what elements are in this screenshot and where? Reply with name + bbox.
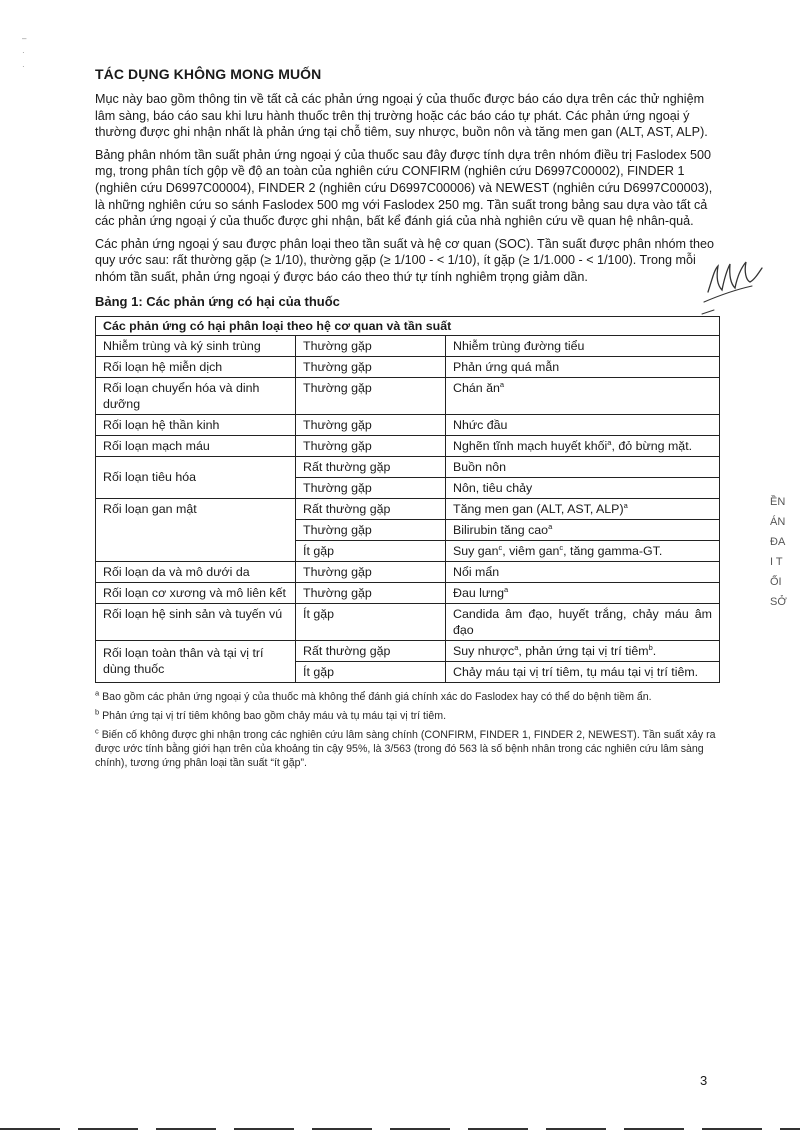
scan-corner-marks (22, 32, 26, 74)
footnote-ref: a (504, 584, 509, 594)
frequency-cell: Thường gặp (296, 414, 446, 435)
reaction-cell: Buồn nôn (446, 456, 720, 477)
reaction-text: , phản ứng tại vị trí tiêm (518, 643, 649, 658)
table-row (96, 582, 720, 603)
footnote-text: Bao gồm các phản ứng ngoại ý của thuốc mà không thể đánh giá chính xác do Faslodex hay có thể do bệnh tiềm ẩn. (99, 690, 652, 703)
table-row (96, 561, 720, 582)
soc-cell: Rối loạn hệ miễn dịch (96, 356, 296, 377)
frequency-cell: Ít gặp (296, 603, 446, 640)
frequency-cell: Thường gặp (296, 561, 446, 582)
reaction-cell (446, 582, 720, 603)
frequency-cell: Ít gặp (296, 540, 446, 561)
section-heading: TÁC DỤNG KHÔNG MONG MUỐN (95, 66, 322, 82)
table-caption: Bảng 1: Các phản ứng có hại của thuốc (95, 293, 340, 309)
table-header-row (96, 316, 720, 335)
soc-cell: Nhiễm trùng và ký sinh trùng (96, 335, 296, 356)
frequency-cell: Rất thường gặp (296, 498, 446, 519)
frequency-cell: Thường gặp (296, 582, 446, 603)
reaction-text: Đau lưng (453, 585, 505, 600)
soc-cell: Rối loạn mạch máu (96, 435, 296, 456)
footnote (95, 728, 717, 771)
cut-off-stamp-text (770, 492, 787, 612)
reaction-cell: Nhiễm trùng đường tiểu (446, 335, 720, 356)
reaction-text: , viêm gan (502, 543, 560, 558)
soc-cell: Rối loạn toàn thân và tại vị trí dùng thuốc (96, 640, 296, 682)
footnote-mark: b (95, 707, 100, 717)
reaction-text: Nghẽn tĩnh mạch huyết khối (453, 438, 608, 453)
frequency-cell: Ít gặp (296, 661, 446, 682)
reaction-cell: Nổi mẩn (446, 561, 720, 582)
margin-mark: ỀN (770, 496, 786, 508)
reaction-cell: Chảy máu tại vị trí tiêm, tụ máu tại vị trí tiêm. (446, 661, 720, 682)
footnote-mark: a (95, 688, 100, 697)
footnote-ref: a (607, 437, 612, 447)
margin-mark: ĐA (770, 536, 786, 548)
footnote-ref: a (499, 379, 505, 389)
reaction-cell (446, 377, 720, 414)
paragraph: Các phản ứng ngoại ý sau được phân loại theo tần suất và hệ cơ quan (SOC). Tần suất được phân nhóm theo quy ước sau: rất thường gặp (≥ 1/10), thường gặp (≥ 1/100 - < 1/10), ít gặp (≥ 1/1.000 - < 1/100). Trong mỗi nhóm tần suất, phản ứng ngoại ý được báo cáo theo thứ tự tính nghiêm trọng giảm dần. (95, 236, 715, 284)
frequency-cell: Thường gặp (296, 477, 446, 498)
table-row (96, 335, 720, 356)
corner-mark: – (22, 34, 27, 43)
table-row (96, 356, 720, 377)
soc-cell: Rối loạn gan mật (96, 498, 296, 561)
reaction-cell (446, 540, 720, 561)
soc-cell: Rối loạn da và mô dưới da (96, 561, 296, 582)
frequency-cell: Thường gặp (296, 356, 446, 377)
table-header: Các phản ứng có hại phân loại theo hệ cơ quan và tần suất (96, 316, 720, 335)
soc-cell: Rối loạn hệ sinh sản và tuyến vú (96, 603, 296, 640)
frequency-cell: Thường gặp (296, 519, 446, 540)
corner-mark: · (22, 62, 25, 71)
footnote-ref: a (548, 521, 553, 531)
frequency-cell: Thường gặp (296, 435, 446, 456)
reaction-cell (446, 498, 720, 519)
reaction-text: Chán ăn (453, 380, 500, 395)
reaction-cell: Candida âm đạo, huyết trắng, chảy máu âm đạo (446, 603, 720, 640)
footnote (95, 690, 717, 704)
footnote-mark: c (95, 726, 99, 736)
table-row (96, 435, 720, 456)
footnote-ref: a (623, 500, 628, 510)
footnote (95, 709, 717, 723)
footnote-text: Phản ứng tại vị trí tiêm không bao gồm chảy máu và tụ máu tại vị trí tiêm. (99, 709, 447, 722)
frequency-cell: Thường gặp (296, 377, 446, 414)
bottom-scan-rule (0, 1128, 800, 1130)
footnote-ref: b (648, 642, 653, 652)
reaction-text: Suy gan (453, 543, 499, 558)
margin-mark: ÁN (770, 516, 786, 528)
handwritten-signature (700, 240, 770, 325)
paragraph: Mục này bao gồm thông tin về tất cả các phản ứng ngoại ý của thuốc được báo cáo dựa trên các thử nghiệm lâm sàng, báo cáo sau khi lưu hành thuốc trên thị trường hoặc các báo cáo tự phát. Các phản ứng ngoại ý thường được ghi nhận nhất là phản ứng tại chỗ tiêm, suy nhược, buồn nôn và tăng men gan (ALT, AST, ALP). (95, 92, 708, 140)
soc-cell: Rối loạn hệ thần kinh (96, 414, 296, 435)
reaction-text: , đỏ bừng mặt. (611, 438, 693, 453)
footnote-ref: a (514, 642, 519, 652)
footnote-text: Biến cố không được ghi nhận trong các nghiên cứu lâm sàng chính (CONFIRM, FINDER 1, FINDER 2, NEWEST). Tần suất xảy ra được ước tính bằng giới hạn trên của khoảng tin cậy 95%, là 3/563 (trong đó 563 là số bệnh nhân trong các nghiên cứu lâm sàng chính), tương ứng phân loại tần suất “ít gặp”. (95, 728, 716, 770)
soc-cell: Rối loạn cơ xương và mô liên kết (96, 582, 296, 603)
soc-cell: Rối loạn chuyển hóa và dinh dưỡng (96, 377, 296, 414)
reaction-text: , tăng gamma-GT. (563, 543, 663, 558)
page-number: 3 (700, 1073, 708, 1088)
adverse-reactions-table (95, 316, 720, 683)
corner-mark: · (22, 48, 25, 57)
table-row (96, 414, 720, 435)
reaction-text: Suy nhược (453, 643, 515, 658)
reaction-cell: Nôn, tiêu chảy (446, 477, 720, 498)
frequency-cell: Rất thường gặp (296, 456, 446, 477)
paragraph: Bảng phân nhóm tần suất phản ứng ngoại ý của thuốc sau đây được tính dựa trên nhóm điều trị Faslodex 500 mg, trong phân tích gộp về độ an toàn của nghiên cứu CONFIRM (nghiên cứu D6997C00002), FINDER 1 (nghiên cứu D6997C00004), FINDER 2 (nghiên cứu D6997C00006) và NEWEST (nghiên cứu D6997C00003), là những nghiên cứu so sánh Faslodex 500 mg với Faslodex 250 mg. Tần suất trong bảng sau dựa vào tất cả các phản ứng ngoại ý của thuốc được ghi nhận, bất kể đánh giá của nhà nghiên cứu về quan hệ nhân-quả. (95, 147, 713, 229)
reaction-cell (446, 435, 720, 456)
table-row (96, 377, 720, 414)
table-row (96, 603, 720, 640)
footnote-ref: c (498, 542, 503, 552)
reaction-cell (446, 640, 720, 661)
footnotes (95, 690, 717, 771)
reaction-text: Bilirubin tăng cao (453, 522, 549, 537)
margin-mark: SỞ (770, 596, 787, 608)
reaction-text: . (652, 643, 657, 658)
margin-mark: I T (770, 556, 783, 568)
soc-cell: Rối loạn tiêu hóa (96, 456, 296, 498)
reaction-text: Tăng men gan (ALT, AST, ALP) (453, 501, 624, 516)
table-row (96, 456, 720, 477)
footnote-ref: c (559, 542, 564, 552)
reaction-cell (446, 519, 720, 540)
table-row (96, 640, 720, 661)
margin-mark: ỐI (770, 576, 782, 588)
table-row (96, 498, 720, 519)
reaction-cell: Phản ứng quá mẫn (446, 356, 720, 377)
frequency-cell: Rất thường gặp (296, 640, 446, 661)
signature-icon (700, 240, 770, 320)
frequency-cell: Thường gặp (296, 335, 446, 356)
reaction-cell: Nhức đầu (446, 414, 720, 435)
main-content (95, 66, 717, 776)
